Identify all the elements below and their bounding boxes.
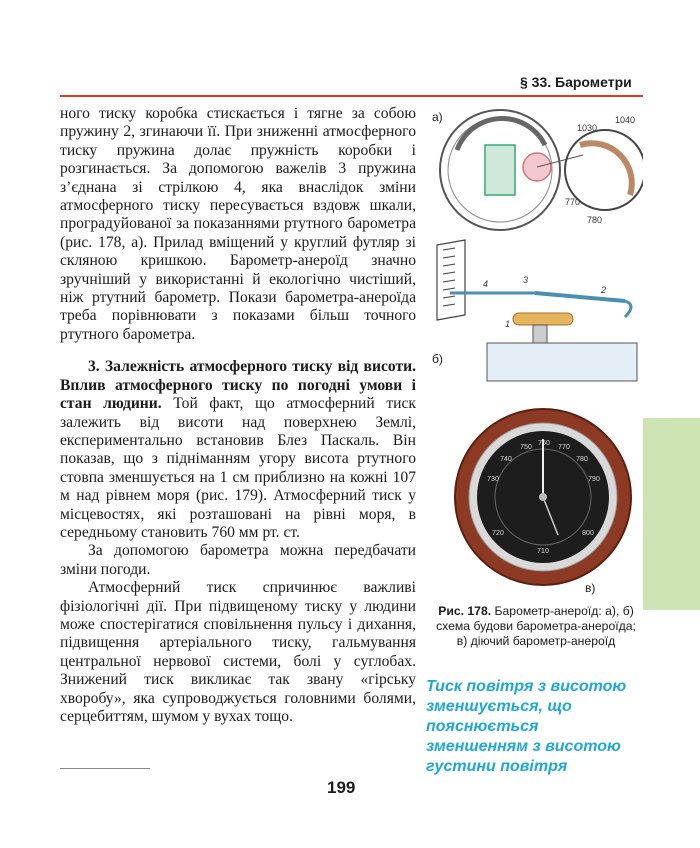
paragraph-2-text: Той факт, що атмосферний тиск залежить від висоти над поверхнею Землі, експериментально встановив Блез Паскаль. Він показав, що з підніманням угору висота ртутного стовпа зменшується на 1 см приблизно на кожні 107 м над рівнем моря (рис. 179). Атмосферний тиск у місцевостях, які розташовані на рівні моря, в середньому становить 760 мм рт. ст. [60,395,416,541]
figure-b-diagram [425,235,643,385]
dial-number: 710 [537,548,549,555]
dial-number: 760 [538,440,550,447]
figure-a-diagram [425,105,643,235]
dial-number: 780 [576,456,588,463]
figure-label-b: б) [432,352,443,366]
part-label-2: 2 [601,285,607,295]
paragraph-2 [60,358,416,542]
figure-caption [432,604,640,649]
figure-label-a: а) [432,110,443,124]
side-tab [643,418,700,610]
main-text-column [60,105,416,726]
scale-label-1040: 1040 [615,115,636,125]
section-header: § 33. Барометри [520,74,632,90]
caption-text: Барометр-анероїд: а), б) схема будови барометра-анероїда; в) діючий барометр-анероїд [436,604,636,648]
dial-number: 770 [558,444,570,451]
highlight-note: Тиск повітря з висотою зменшується, що пояснюється зменшенням з висотою густини повітря [426,678,627,775]
page-number: 199 [327,778,356,797]
paragraph-3: За допомогою барометра можна передбачати зміни погоди. [60,542,416,578]
footnote-line [60,768,150,769]
dial-number: 730 [487,476,499,483]
paragraph-1: ного тиску коробка стискається і тягне за собою пружину 2, згинаючи її. При зниженні атмосферного тиску пружина долає пружність коробки і розгинається. За допомогою важелів 3 пружина з’єднана зі стрілкою 4, яка внаслідок зміни атмосферного тиску пересувається вздовж шкали, проградуйованої за показаннями ртутного барометра (рис. 178, а). Прилад вміщений у круглий футляр зі скляною кришкою. Барометр-анероїд значно зручніший у використанні й екологічно чистіший, ніж ртутний барометр. Покази барометра-анероїда треба порівнювати з показами більш точного ртутного барометра. [60,105,416,343]
figure-label-c: в) [585,581,596,595]
header-rule [60,95,643,97]
paragraph-4: Атмосферний тиск спричинює важливі фізіологічні дії. При підвищеному тиску у людини може спостерігатися сповільнення пульсу і дихання, підвищення артеріального тиску, гальмування центральної нервової системи, болі у суглобах. Знижений тиск викликає так звану «гірську хворобу», яка супроводжується головними болями, серцебиттям, шумом у вухах тощо. [60,579,416,725]
part-label-4: 4 [483,279,489,289]
figure-c-barometer [448,405,638,590]
scale-label-770: 770 [565,197,581,207]
dial-number: 800 [582,530,594,537]
caption-number: Рис. 178. [438,604,492,618]
part-label-1: 1 [505,319,511,329]
dial-number: 790 [588,476,600,483]
scale-label-1030: 1030 [577,123,598,133]
scale-label-780: 780 [587,215,603,225]
dial-number: 740 [500,456,512,463]
dial-number: 750 [520,444,532,451]
dial-number: 720 [492,530,504,537]
section-heading: 3. Залежність атмосферного тиску від висоти. Вплив атмосферного тиску по погодні умови і стан людини. [60,358,416,413]
part-label-3: 3 [523,275,529,285]
